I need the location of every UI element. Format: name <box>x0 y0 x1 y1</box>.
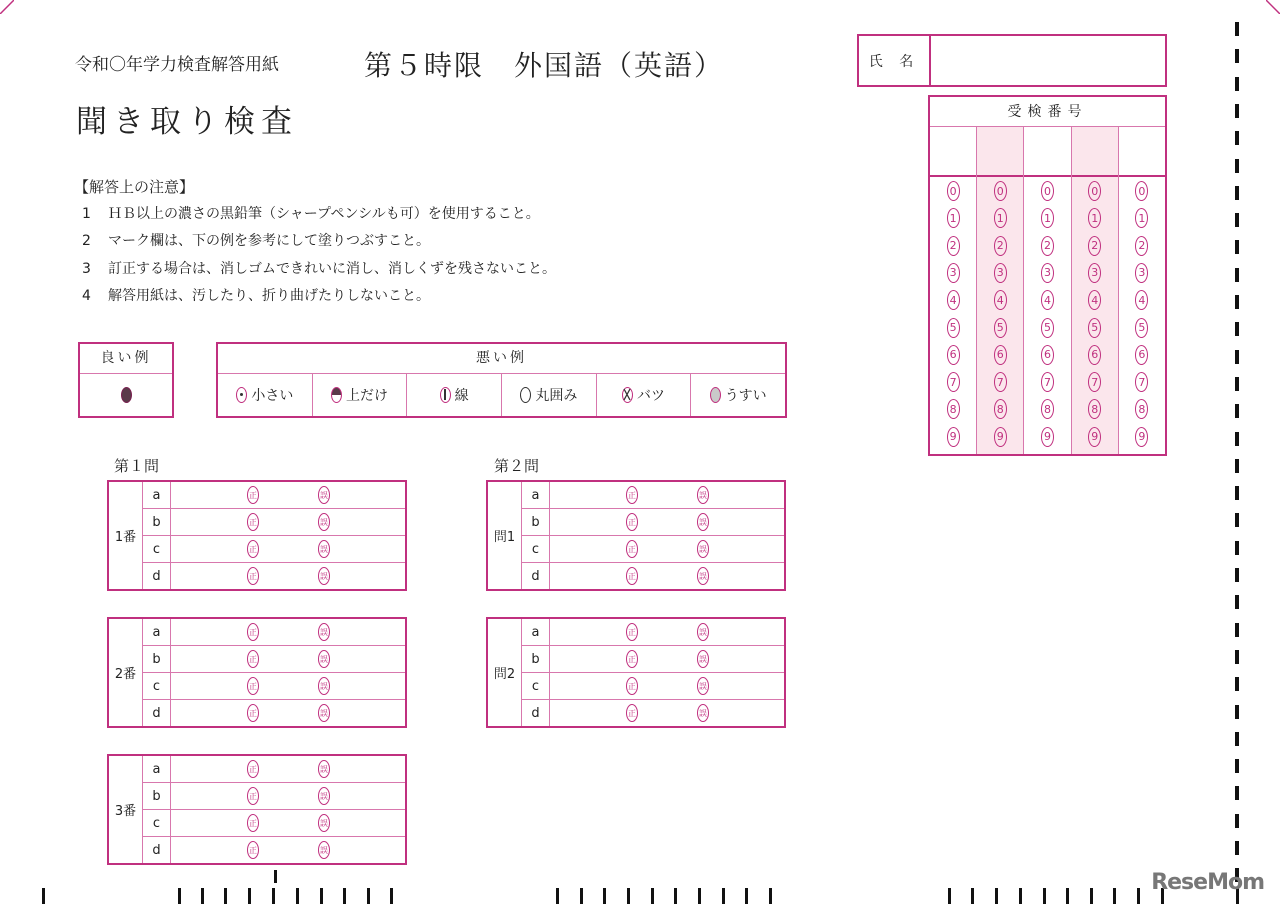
digit-bubble[interactable]: 9 <box>947 427 960 447</box>
good-example-label: 良い例 <box>80 344 172 374</box>
digit-bubble[interactable]: 9 <box>1135 427 1148 447</box>
name-field[interactable] <box>931 36 1165 85</box>
exam-digit-column <box>977 127 1024 454</box>
wrong-bubble[interactable]: 誤 <box>697 677 709 695</box>
timing-mark <box>1019 888 1022 904</box>
timing-mark <box>201 888 204 904</box>
exam-digit-write-box[interactable] <box>1024 127 1070 177</box>
answer-row <box>143 756 405 783</box>
answer-group <box>107 617 407 728</box>
wrong-bubble[interactable]: 誤 <box>318 486 330 504</box>
note-item: 4 解答用紙は、汚したり、折り曲げたりしないこと。 <box>82 288 430 304</box>
correct-bubble[interactable]: 正 <box>247 760 259 778</box>
answer-group <box>486 480 786 591</box>
correct-bubble[interactable]: 正 <box>247 486 259 504</box>
timing-mark <box>971 888 974 904</box>
row-letter: d <box>143 700 171 726</box>
answer-row <box>143 482 405 509</box>
wrong-bubble[interactable]: 誤 <box>318 540 330 558</box>
timing-mark <box>1235 213 1239 227</box>
correct-bubble[interactable]: 正 <box>247 814 259 832</box>
timing-mark <box>1235 786 1239 800</box>
good-example-box <box>78 342 174 418</box>
exam-digit-column <box>1024 127 1071 454</box>
notes-heading: 【解答上の注意】 <box>74 178 195 196</box>
digit-bubble[interactable]: 1 <box>1088 208 1101 228</box>
filled-bubble-icon <box>121 387 132 403</box>
timing-mark <box>390 888 393 904</box>
digit-bubble[interactable]: 7 <box>994 372 1007 392</box>
exam-digit-write-box[interactable] <box>1119 127 1165 177</box>
timing-mark <box>1235 759 1239 773</box>
digit-bubble[interactable]: 7 <box>1088 372 1101 392</box>
bad-example-small: 小さい <box>218 374 313 416</box>
timing-mark <box>1137 888 1140 904</box>
digit-bubble[interactable]: 1 <box>947 208 960 228</box>
timing-mark <box>651 888 654 904</box>
exam-digit-column <box>1072 127 1119 454</box>
row-letter: d <box>522 563 550 589</box>
digit-bubble[interactable]: 4 <box>1135 290 1148 310</box>
correct-bubble[interactable]: 正 <box>247 650 259 668</box>
answer-row <box>143 673 405 700</box>
digit-bubble[interactable]: 6 <box>994 345 1007 365</box>
wrong-bubble[interactable]: 誤 <box>318 841 330 859</box>
timing-mark <box>274 870 277 883</box>
answer-row <box>143 646 405 673</box>
correct-bubble[interactable]: 正 <box>247 704 259 722</box>
timing-mark <box>1235 350 1239 364</box>
correct-bubble[interactable]: 正 <box>247 513 259 531</box>
row-letter: d <box>522 700 550 726</box>
answer-row <box>522 673 784 700</box>
wrong-bubble[interactable]: 誤 <box>318 623 330 641</box>
timing-mark <box>1235 814 1239 828</box>
wrong-bubble[interactable]: 誤 <box>697 704 709 722</box>
digit-bubble[interactable]: 2 <box>1088 236 1101 256</box>
answer-group <box>107 754 407 865</box>
timing-mark <box>1235 568 1239 582</box>
small-dot-bubble-icon <box>236 387 247 403</box>
answer-row <box>143 837 405 863</box>
digit-bubble[interactable]: 4 <box>1088 290 1101 310</box>
answer-row <box>143 509 405 536</box>
timing-mark <box>1066 888 1069 904</box>
digit-bubble[interactable]: 5 <box>1041 318 1054 338</box>
digit-bubble[interactable]: 9 <box>994 427 1007 447</box>
row-letter: b <box>522 509 550 535</box>
circled-bubble-icon <box>520 387 531 403</box>
group-label: 問1 <box>488 482 522 589</box>
timing-mark <box>1235 186 1239 200</box>
exam-number-box <box>928 95 1167 456</box>
timing-mark <box>1235 595 1239 609</box>
note-item: 2 マーク欄は、下の例を参考にして塗りつぶすこと。 <box>82 233 430 249</box>
correct-bubble[interactable]: 正 <box>626 677 638 695</box>
digit-bubble[interactable]: 8 <box>1135 399 1148 419</box>
row-letter: a <box>522 619 550 645</box>
digit-bubble[interactable]: 9 <box>1088 427 1101 447</box>
answer-row <box>522 536 784 563</box>
exam-number-label: 受検番号 <box>930 97 1165 127</box>
answer-row <box>522 700 784 726</box>
row-letter: c <box>522 673 550 699</box>
group-label: 3番 <box>109 756 143 863</box>
row-letter: c <box>143 673 171 699</box>
wrong-bubble[interactable]: 誤 <box>318 814 330 832</box>
note-item: 1 ＨＢ以上の濃さの黒鉛筆（シャープペンシルも可）を使用すること。 <box>82 206 540 222</box>
answer-row <box>522 482 784 509</box>
row-letter: d <box>143 837 171 863</box>
timing-mark <box>1235 49 1239 63</box>
corner-mark-top-right <box>1266 0 1280 14</box>
wrong-bubble[interactable]: 誤 <box>697 540 709 558</box>
top-filled-bubble-icon <box>331 387 342 403</box>
digit-bubble[interactable]: 7 <box>947 372 960 392</box>
correct-bubble[interactable]: 正 <box>626 486 638 504</box>
correct-bubble[interactable]: 正 <box>247 540 259 558</box>
timing-mark <box>1235 841 1239 855</box>
digit-bubble[interactable]: 2 <box>994 236 1007 256</box>
group-label: 1番 <box>109 482 143 589</box>
timing-mark <box>1235 541 1239 555</box>
timing-mark <box>224 888 227 904</box>
digit-bubble[interactable]: 1 <box>994 208 1007 228</box>
digit-bubble[interactable]: 6 <box>1041 345 1054 365</box>
correct-bubble[interactable]: 正 <box>626 623 638 641</box>
row-letter: c <box>143 536 171 562</box>
digit-bubble[interactable]: 0 <box>1088 181 1101 201</box>
timing-mark <box>1113 888 1116 904</box>
timing-mark <box>722 888 725 904</box>
answer-row <box>522 646 784 673</box>
timing-mark <box>1235 377 1239 391</box>
digit-bubble[interactable]: 3 <box>947 263 960 283</box>
timing-mark <box>1235 677 1239 691</box>
cross-bubble-icon <box>622 387 633 403</box>
bad-example-top-only: 上だけ <box>313 374 408 416</box>
timing-mark <box>1235 104 1239 118</box>
watermark-logo: ReseMom <box>1151 870 1264 895</box>
row-letter: b <box>522 646 550 672</box>
timing-mark <box>580 888 583 904</box>
bad-example-line: 線 <box>407 374 502 416</box>
digit-bubble[interactable]: 0 <box>947 181 960 201</box>
faint-bubble-icon <box>710 387 721 403</box>
group-label: 問2 <box>488 619 522 726</box>
timing-mark <box>1090 888 1093 904</box>
bad-example-box <box>216 342 787 418</box>
form-subtitle: 令和〇年学力検査解答用紙 <box>75 55 279 75</box>
timing-mark <box>178 888 181 904</box>
correct-bubble[interactable]: 正 <box>247 567 259 585</box>
timing-mark <box>1235 77 1239 91</box>
row-letter: a <box>143 619 171 645</box>
digit-bubble[interactable]: 1 <box>1041 208 1054 228</box>
row-letter: d <box>143 563 171 589</box>
timing-mark <box>995 888 998 904</box>
correct-bubble[interactable]: 正 <box>626 513 638 531</box>
timing-mark <box>1235 459 1239 473</box>
wrong-bubble[interactable]: 誤 <box>318 513 330 531</box>
digit-bubble[interactable]: 3 <box>1135 263 1148 283</box>
bad-example-circled: 丸囲み <box>502 374 597 416</box>
answer-row <box>143 700 405 726</box>
digit-bubble[interactable]: 2 <box>947 236 960 256</box>
wrong-bubble[interactable]: 誤 <box>697 486 709 504</box>
timing-mark <box>603 888 606 904</box>
correct-bubble[interactable]: 正 <box>247 623 259 641</box>
section-title: 聞き取り検査 <box>76 104 298 140</box>
wrong-bubble[interactable]: 誤 <box>318 567 330 585</box>
timing-mark <box>272 888 275 904</box>
exam-digit-write-box[interactable] <box>977 127 1023 177</box>
digit-bubble[interactable]: 4 <box>947 290 960 310</box>
corner-mark-top-left <box>0 0 14 14</box>
bad-example-label: 悪い例 <box>218 344 785 374</box>
digit-bubble[interactable]: 3 <box>1041 263 1054 283</box>
answer-row <box>143 619 405 646</box>
timing-mark <box>1043 888 1046 904</box>
answer-row <box>143 783 405 810</box>
section-1-label: 第１問 <box>114 457 160 475</box>
exam-digit-column <box>1119 127 1165 454</box>
digit-bubble[interactable]: 5 <box>947 318 960 338</box>
row-letter: b <box>143 509 171 535</box>
correct-bubble[interactable]: 正 <box>626 650 638 668</box>
page-title: 第５時限 外国語（英語） <box>364 49 725 82</box>
timing-mark <box>1235 432 1239 446</box>
note-item: 3 訂正する場合は、消しゴムできれいに消し、消しくずを残さないこと。 <box>82 261 556 277</box>
timing-mark <box>698 888 701 904</box>
digit-bubble[interactable]: 1 <box>1135 208 1148 228</box>
bad-example-cross: バツ <box>597 374 692 416</box>
digit-bubble[interactable]: 8 <box>947 399 960 419</box>
row-letter: b <box>143 646 171 672</box>
digit-bubble[interactable]: 4 <box>994 290 1007 310</box>
timing-mark <box>745 888 748 904</box>
timing-mark <box>556 888 559 904</box>
name-box <box>857 34 1167 87</box>
exam-digit-write-box[interactable] <box>1072 127 1118 177</box>
row-letter: a <box>143 482 171 508</box>
answer-row <box>143 810 405 837</box>
wrong-bubble[interactable]: 誤 <box>318 650 330 668</box>
timing-mark <box>1235 268 1239 282</box>
timing-mark <box>1235 513 1239 527</box>
correct-bubble[interactable]: 正 <box>626 567 638 585</box>
exam-digit-write-box[interactable] <box>930 127 976 177</box>
correct-bubble[interactable]: 正 <box>247 841 259 859</box>
line-bubble-icon <box>440 387 451 403</box>
timing-mark <box>1235 295 1239 309</box>
wrong-bubble[interactable]: 誤 <box>697 623 709 641</box>
bad-example-faint: うすい <box>691 374 785 416</box>
timing-mark <box>1235 22 1239 36</box>
row-letter: a <box>522 482 550 508</box>
wrong-bubble[interactable]: 誤 <box>318 677 330 695</box>
wrong-bubble[interactable]: 誤 <box>318 704 330 722</box>
correct-bubble[interactable]: 正 <box>626 540 638 558</box>
digit-bubble[interactable]: 7 <box>1041 372 1054 392</box>
row-letter: c <box>522 536 550 562</box>
answer-group <box>486 617 786 728</box>
digit-bubble[interactable]: 0 <box>994 181 1007 201</box>
digit-bubble[interactable]: 2 <box>1135 236 1148 256</box>
digit-bubble[interactable]: 5 <box>1135 318 1148 338</box>
digit-bubble[interactable]: 6 <box>1135 345 1148 365</box>
digit-bubble[interactable]: 6 <box>947 345 960 365</box>
name-label: 氏 名 <box>859 36 931 85</box>
timing-mark <box>674 888 677 904</box>
digit-bubble[interactable]: 9 <box>1041 427 1054 447</box>
timing-mark <box>1235 623 1239 637</box>
digit-bubble[interactable]: 0 <box>1135 181 1148 201</box>
timing-mark <box>1235 705 1239 719</box>
wrong-bubble[interactable]: 誤 <box>318 760 330 778</box>
answer-row <box>143 563 405 589</box>
digit-bubble[interactable]: 8 <box>1041 399 1054 419</box>
digit-bubble[interactable]: 6 <box>1088 345 1101 365</box>
timing-mark <box>1235 159 1239 173</box>
wrong-bubble[interactable]: 誤 <box>697 650 709 668</box>
answer-row <box>522 563 784 589</box>
correct-bubble[interactable]: 正 <box>626 704 638 722</box>
section-2-label: 第２問 <box>494 457 540 475</box>
timing-mark <box>1235 650 1239 664</box>
answer-group <box>107 480 407 591</box>
correct-bubble[interactable]: 正 <box>247 677 259 695</box>
timing-mark <box>769 888 772 904</box>
wrong-bubble[interactable]: 誤 <box>697 513 709 531</box>
timing-mark <box>627 888 630 904</box>
digit-bubble[interactable]: 5 <box>994 318 1007 338</box>
timing-mark <box>1235 322 1239 336</box>
timing-mark <box>296 888 299 904</box>
timing-mark <box>42 888 45 904</box>
timing-mark <box>1235 131 1239 145</box>
correct-bubble[interactable]: 正 <box>247 787 259 805</box>
timing-mark <box>1235 240 1239 254</box>
digit-bubble[interactable]: 7 <box>1135 372 1148 392</box>
digit-bubble[interactable]: 0 <box>1041 181 1054 201</box>
exam-digit-column <box>930 127 977 454</box>
timing-mark <box>1235 732 1239 746</box>
answer-row <box>522 509 784 536</box>
digit-bubble[interactable]: 3 <box>994 263 1007 283</box>
timing-mark <box>1235 404 1239 418</box>
answer-row <box>143 536 405 563</box>
row-letter: a <box>143 756 171 782</box>
wrong-bubble[interactable]: 誤 <box>697 567 709 585</box>
digit-bubble[interactable]: 8 <box>994 399 1007 419</box>
answer-row <box>522 619 784 646</box>
digit-bubble[interactable]: 2 <box>1041 236 1054 256</box>
digit-bubble[interactable]: 3 <box>1088 263 1101 283</box>
timing-mark <box>320 888 323 904</box>
digit-bubble[interactable]: 8 <box>1088 399 1101 419</box>
group-label: 2番 <box>109 619 143 726</box>
digit-bubble[interactable]: 4 <box>1041 290 1054 310</box>
timing-mark <box>343 888 346 904</box>
wrong-bubble[interactable]: 誤 <box>318 787 330 805</box>
digit-bubble[interactable]: 5 <box>1088 318 1101 338</box>
timing-mark <box>367 888 370 904</box>
timing-mark <box>248 888 251 904</box>
row-letter: b <box>143 783 171 809</box>
timing-mark <box>948 888 951 904</box>
row-letter: c <box>143 810 171 836</box>
timing-mark <box>1235 486 1239 500</box>
